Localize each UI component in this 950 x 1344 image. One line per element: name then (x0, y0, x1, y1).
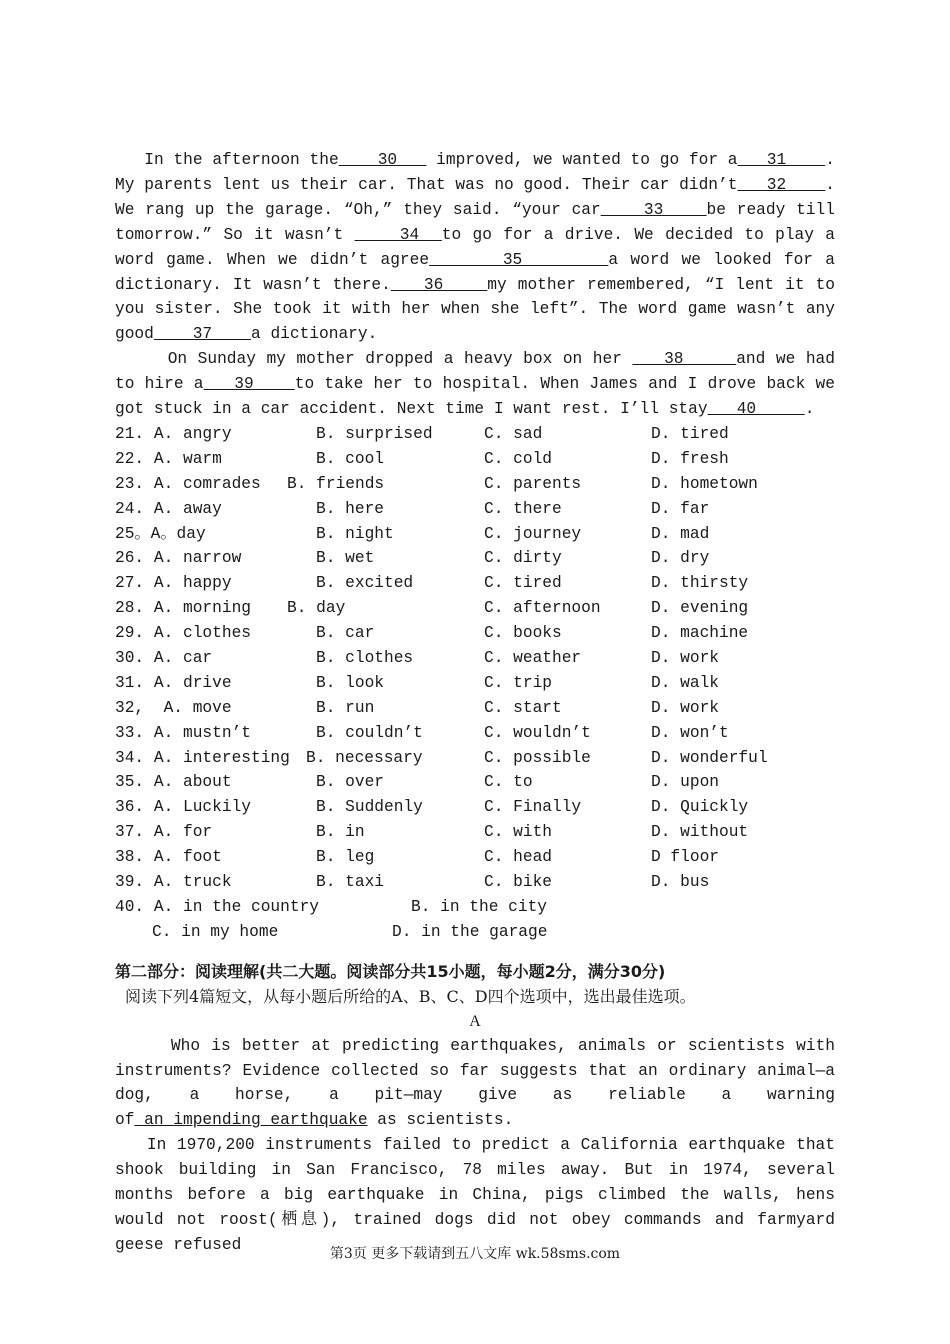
option-c: C. sad (484, 424, 543, 443)
question-row (115, 770, 835, 795)
option-b: B. clothes (316, 648, 414, 667)
option-c: C. trip (484, 673, 552, 692)
option-d: D. Quickly (651, 798, 749, 817)
question-row (115, 621, 835, 646)
option-b: B. cool (316, 449, 384, 468)
option-a: 27. A. happy (115, 574, 232, 593)
option-a: 36. A. Luckily (115, 798, 251, 817)
option-c: C. start (484, 698, 562, 717)
option-d: D. in the garage (392, 922, 548, 941)
option-c: C. afternoon (484, 599, 601, 618)
option-a: 38. A. foot (115, 848, 222, 867)
option-a: 28. A. morning (115, 599, 251, 618)
option-b: B. Suddenly (316, 798, 423, 817)
question-row (115, 746, 835, 771)
question-row (115, 497, 835, 522)
option-b: B. run (316, 698, 375, 717)
option-b: B. necessary (306, 748, 423, 767)
section-instruction: 阅读下列4篇短文，从每小题后所给的A、B、C、D四个选项中，选出最佳选项。 (125, 986, 696, 1006)
text: to take her to hospital. When James and I drove back we got stuck in a car accident. Next time I want rest. I’ll stay (115, 375, 845, 419)
blank-33: 33 (600, 200, 707, 219)
option-d: D. evening (651, 599, 749, 618)
option-c: C. tired (484, 574, 562, 593)
option-b: B. wet (316, 549, 375, 568)
option-b: B. in (316, 823, 365, 842)
option-a: 40. A. in the country (115, 897, 319, 916)
text: and we had to hire a (115, 350, 845, 394)
options-list (115, 422, 835, 895)
option-d: D. far (651, 499, 710, 518)
section-heading: 第二部分：阅读理解(共二大题。阅读部分共15小题，每小题2分，满分30分) (115, 961, 666, 981)
underlined-phrase: an impending earthquake (134, 1111, 368, 1130)
text: be ready till tomorrow.” So it wasn’t (115, 200, 845, 244)
option-a: 30. A. car (115, 648, 213, 667)
option-d: D. thirsty (651, 574, 749, 593)
option-b: B. taxi (316, 873, 384, 891)
option-d: D. tired (651, 424, 729, 443)
option-a: 21. A. angry (115, 424, 232, 443)
blank-31: 31 (737, 151, 826, 169)
question-row (115, 696, 835, 721)
text: my mother remembered, “I lent it to you sister. She took it with her when she left”. The word game wasn’t any good (115, 275, 845, 344)
option-b: B. surprised (316, 424, 433, 443)
text: as scientists. (367, 1111, 514, 1130)
option-c: C. with (484, 823, 552, 842)
question-row (115, 671, 835, 696)
question-row (115, 870, 835, 895)
question-row (115, 795, 835, 820)
blank-40: 40 (707, 400, 805, 419)
page-footer: 第3页 更多下载请到五八文库 wk.58sms.com (329, 1246, 621, 1262)
question-row (115, 820, 835, 845)
option-b: B. friends (287, 474, 385, 493)
option-a: 26. A. narrow (115, 549, 242, 568)
option-b: B. night (316, 524, 394, 543)
option-c: C. weather (484, 648, 582, 667)
option-c: C. cold (484, 449, 552, 468)
question-40-row-1 (115, 895, 835, 920)
option-d: D. wonderful (651, 748, 768, 767)
text: Who is better at predicting earthquakes, animals or scientists with instruments? Evidence collected so far suggests that an ordinary animal—a dog, a horse, a pit—may give as reliable a warning of (115, 1036, 845, 1130)
option-c: C. there (484, 499, 562, 518)
text: In the afternoon the (115, 151, 339, 169)
page-body (115, 148, 845, 1258)
option-d: D. without (651, 823, 749, 842)
option-b: B. look (316, 673, 384, 692)
question-row (115, 546, 835, 571)
option-a: 29. A. clothes (115, 624, 251, 643)
option-b: B. here (316, 499, 384, 518)
option-a: 23. A. comrades (115, 474, 261, 493)
question-row (115, 422, 835, 447)
option-a: 34. A. interesting (115, 748, 290, 767)
reading-paragraph-1 (115, 1034, 845, 1134)
question-row (115, 721, 835, 746)
option-b: B. couldn’t (316, 723, 423, 742)
text: . We rang up the garage. “Oh,” they said. “your car (115, 175, 845, 219)
cloze-paragraph-2 (115, 347, 845, 422)
text: . My parents lent us their car. That was no good. Their car didn’t (115, 151, 845, 194)
option-c: C. bike (484, 873, 552, 891)
option-d: D. upon (651, 773, 719, 792)
option-b: B. leg (316, 848, 375, 867)
question-row (115, 646, 835, 671)
blank-36: 36 (390, 275, 488, 294)
blank-39: 39 (203, 375, 295, 394)
option-a: 37. A. for (115, 823, 213, 842)
option-b: B. day (287, 599, 346, 618)
text: to go for a drive. We decided to play a word game. When we didn’t agree (115, 225, 845, 269)
blank-37: 37 (153, 325, 252, 344)
question-row (115, 472, 835, 497)
option-c: C. parents (484, 474, 582, 493)
blank-30: 30 (338, 151, 427, 169)
question-row (115, 596, 835, 621)
option-c: C. head (484, 848, 552, 867)
option-c: C. in my home (152, 922, 279, 941)
passage-label: A (469, 1012, 481, 1030)
option-b: B. over (316, 773, 384, 792)
option-b: B. car (316, 624, 375, 643)
option-d: D. fresh (651, 449, 729, 468)
question-row (115, 522, 835, 547)
text: improved, we wanted to go for a (426, 151, 738, 169)
text: a dictionary. (251, 325, 378, 344)
option-b: B. in the city (411, 897, 547, 916)
option-c: C. Finally (484, 798, 582, 817)
option-c: C. dirty (484, 549, 562, 568)
option-a: 22. A. warm (115, 449, 222, 468)
option-c: C. possible (484, 748, 591, 767)
option-a: 24. A. away (115, 499, 222, 518)
cloze-paragraph-1 (115, 148, 845, 347)
blank-32: 32 (737, 175, 826, 194)
option-c: C. to (484, 773, 533, 792)
option-c: C. wouldn’t (484, 723, 591, 742)
option-d: D. machine (651, 624, 749, 643)
option-a: 25。A。day (115, 524, 206, 543)
option-c: C. journey (484, 524, 582, 543)
blank-38: 38 (632, 350, 737, 369)
question-40-row-2 (115, 920, 835, 945)
option-a: 33. A. mustn’t (115, 723, 251, 742)
reading-paragraph-2: In 1970,200 instruments failed to predict a California earthquake that shook building in San Francisco, 78 miles away. But in 1974, several months before a big earthquake in China, pigs climbed the walls, hens would not roost(栖息), trained dogs did not obey commands and farmyard geese refused (115, 1136, 845, 1254)
option-d: D. walk (651, 673, 719, 692)
text: . (804, 400, 815, 419)
option-d: D. dry (651, 549, 710, 568)
question-row (115, 845, 835, 870)
option-a: 39. A. truck (115, 873, 232, 891)
question-row (115, 571, 835, 596)
option-a: 31. A. drive (115, 673, 232, 692)
option-a: 32, A. move (115, 698, 232, 717)
blank-35: 35 (429, 250, 609, 269)
option-d: D. work (651, 698, 719, 717)
option-d: D. bus (651, 873, 710, 891)
text: a word we looked for a dictionary. It wasn’t there. (115, 250, 845, 294)
option-d: D. work (651, 648, 719, 667)
text: On Sunday my mother dropped a heavy box on her (115, 350, 633, 369)
question-row (115, 447, 835, 472)
blank-34: 34 (354, 225, 442, 244)
option-d: D floor (651, 848, 719, 867)
option-a: 35. A. about (115, 773, 232, 792)
option-d: D. won’t (651, 723, 729, 742)
option-b: B. excited (316, 574, 414, 593)
option-d: D. mad (651, 524, 710, 543)
option-d: D. hometown (651, 474, 758, 493)
option-c: C. books (484, 624, 562, 643)
